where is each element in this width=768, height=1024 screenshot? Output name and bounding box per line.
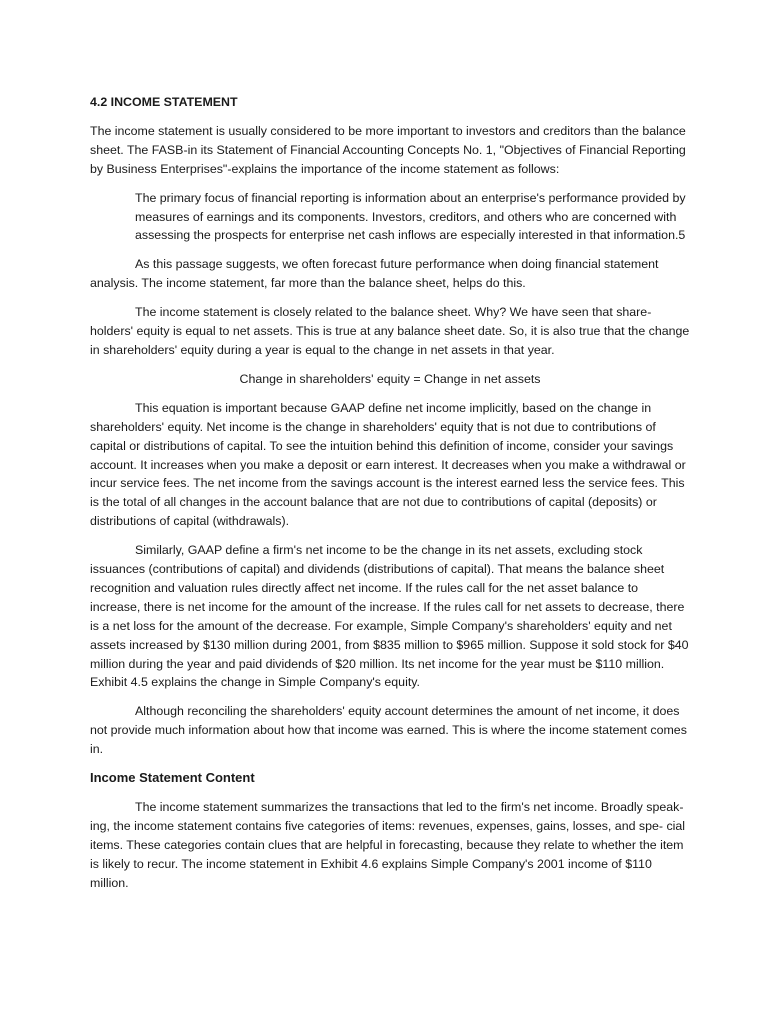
section-heading: 4.2 INCOME STATEMENT xyxy=(90,95,238,109)
document-page xyxy=(90,93,690,903)
block-quote: The primary focus of financial reporting is information about an enterprise's performance provided by measures of earnings and its components. Investors, creditors, and others who are concerned with assessing the prospects for enterprise net cash inflows are especially interested in that information.5 xyxy=(135,190,686,243)
subsection-heading: Income Statement Content xyxy=(90,770,255,786)
paragraph-equation-explained: This equation is important because GAAP define net income implicitly, based on the change in shareholders' equity. Net income is the change in shareholders' equity that is not due to contributions of capital or distributions of capital. To see the intuition behind this definition of income, consider your savings account. It increases when you make a deposit or earn interest. It decreases when you make a withdrawal or incur service fees. The net income from the savings account is the interest earned less the service fees. This is the total of all changes in the account balance that are not due to contributions of capital (deposits) or distributions of capital (withdrawals). xyxy=(90,400,686,529)
paragraph-reconciling: Although reconciling the shareholders' equity account determines the amount of net income, it does not provide much information about how that income was earned. This is where the income statement comes in. xyxy=(90,704,687,757)
paragraph-content: The income statement summarizes the transactions that led to the firm's net income. Broadly speak- ing, the income statement contains five categories of items: revenues, expenses, gains, losses, and spe- cial items. These categories contain clues that are helpful in forecasting, because they relate to whether the item is likely to recur. The income statement in Exhibit 4.6 explains Simple Company's 2001 income of $110 million. xyxy=(90,800,686,890)
paragraph-intro: The income statement is usually considered to be more important to investors and creditors than the balance sheet. The FASB-in its Statement of Financial Accounting Concepts No. 1, "Objectives of Financial Reporting by Business Enterprises"-explains the importance of the income statement as follows: xyxy=(90,123,686,176)
paragraph-passage: As this passage suggests, we often forecast future performance when doing financial statement analysis. The income statement, far more than the balance sheet, helps do this. xyxy=(90,257,659,291)
paragraph-balance-sheet: The income statement is closely related to the balance sheet. Why? We have seen that share-holders' equity is equal to net assets. This is true at any balance sheet date. So, it is also true that the change in shareholders' equity during a year is equal to the change in net assets in that year. xyxy=(90,305,690,357)
equation: Change in shareholders' equity = Change in net assets xyxy=(239,371,541,386)
paragraph-gaap-net-income: Similarly, GAAP define a firm's net income to be the change in its net assets, excluding stock issuances (contributions of capital) and dividends (distributions of capital). That means the balance sheet recognition and valuation rules directly affect net income. If the rules call for the net asset balance to increase, there is net income for the amount of the increase. If the rules call for net assets to decrease, there is a net loss for the amount of the decrease. For example, Simple Company's shareholders' equity and net assets increased by $130 million during 2001, from $835 million to $965 million. Suppose it sold stock for $40 million during the year and paid dividends of $20 million. Its net income for the year must be $110 million. Exhibit 4.5 explains the change in Simple Company's equity. xyxy=(90,543,689,690)
